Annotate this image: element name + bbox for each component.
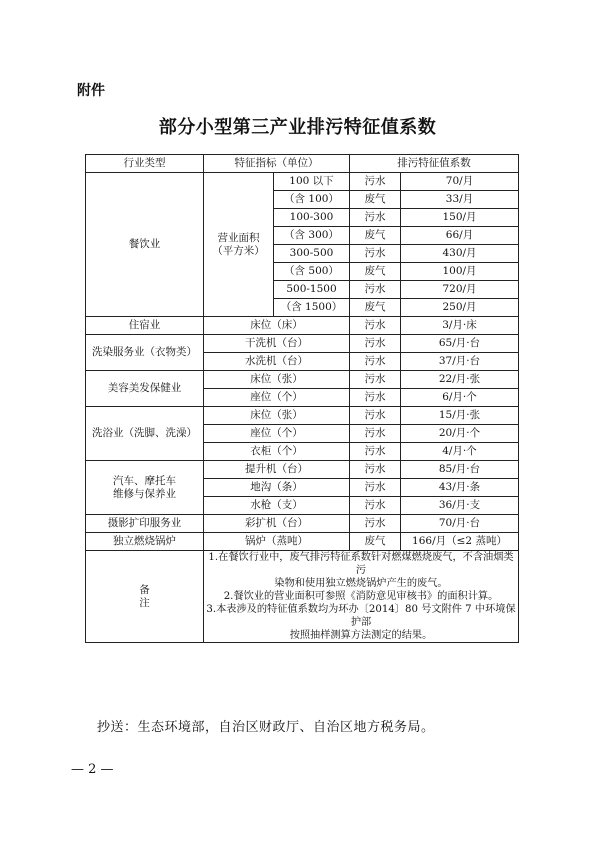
coefficient-value: 43/月·条 xyxy=(401,479,519,497)
indicator-cell: 床位（床） xyxy=(204,317,350,335)
range-line2: （含 500） xyxy=(274,263,350,281)
pollutant-type: 污水 xyxy=(350,245,401,263)
pollutant-type: 污水 xyxy=(350,461,401,479)
range-line2: （含 300） xyxy=(274,227,350,245)
coefficient-value: 20/月·个 xyxy=(401,425,519,443)
cc-line: 抄送：生态环境部，自治区财政厅、自治区地方税务局。 xyxy=(97,720,435,735)
coefficient-value: 70/月 xyxy=(401,173,519,191)
coefficient-value: 33/月 xyxy=(401,191,519,209)
industry-photo: 摄影扩印服务业 xyxy=(86,515,204,533)
pollutant-type: 废气 xyxy=(350,191,401,209)
header-industry: 行业类型 xyxy=(86,155,204,173)
note-line: 按照抽样测算方法测定的结果。 xyxy=(289,630,433,641)
pollutant-type: 污水 xyxy=(350,425,401,443)
pollutant-type: 污水 xyxy=(350,281,401,299)
coefficient-value: 22/月·张 xyxy=(401,371,519,389)
indicator-cell: 座位（个） xyxy=(204,389,350,407)
coefficient-value: 166/月（≤2 蒸吨） xyxy=(401,533,519,551)
indicator-cell: 干洗机（台） xyxy=(204,335,350,353)
table-row xyxy=(86,317,519,335)
page-number: — 2 — xyxy=(71,762,114,777)
notes-label xyxy=(86,551,204,643)
pollutant-type: 污水 xyxy=(350,497,401,515)
range-line1: 100 以下 xyxy=(274,173,350,191)
indicator-cell: 衣柜（个） xyxy=(204,443,350,461)
pollutant-type: 污水 xyxy=(350,443,401,461)
indicator-cell: 床位（张） xyxy=(204,407,350,425)
industry-beauty: 美容美发保健业 xyxy=(86,371,204,407)
range-line1: 100-300 xyxy=(274,209,350,227)
coefficient-value: 720/月 xyxy=(401,281,519,299)
industry-bath: 洗浴业（洗脚、洗澡） xyxy=(86,407,204,461)
indicator-cell: 水枪（支） xyxy=(204,497,350,515)
pollutant-type: 污水 xyxy=(350,173,401,191)
industry-catering: 餐饮业 xyxy=(86,173,204,317)
industry-auto-line1: 汽车、摩托车 xyxy=(113,474,176,487)
indicator-area xyxy=(204,173,274,317)
indicator-area-line2: （平方米） xyxy=(212,244,265,257)
coefficient-value: 430/月 xyxy=(401,245,519,263)
industry-auto-line2: 维修与保养业 xyxy=(113,487,176,500)
header-coefficient: 排污特征值系数 xyxy=(350,155,519,173)
pollutant-type: 污水 xyxy=(350,335,401,353)
notes-label-line2: 注 xyxy=(139,596,150,609)
attachment-label: 附件 xyxy=(77,83,105,99)
coefficient-value: 100/月 xyxy=(401,263,519,281)
coefficient-value: 70/月·台 xyxy=(401,515,519,533)
coefficient-value: 4/月·个 xyxy=(401,443,519,461)
coefficient-value: 15/月·张 xyxy=(401,407,519,425)
coefficient-value: 36/月·支 xyxy=(401,497,519,515)
range-line2: （含 1500） xyxy=(274,299,350,317)
table-row xyxy=(86,407,519,425)
indicator-cell: 座位（个） xyxy=(204,425,350,443)
table-row xyxy=(86,173,519,191)
coefficient-value: 3/月·床 xyxy=(401,317,519,335)
indicator-area-line1: 营业面积 xyxy=(217,231,260,244)
indicator-cell: 锅炉（蒸吨） xyxy=(204,533,350,551)
coefficient-value: 150/月 xyxy=(401,209,519,227)
table-row xyxy=(86,533,519,551)
table-row xyxy=(86,371,519,389)
notes-row xyxy=(86,551,519,643)
pollutant-type: 污水 xyxy=(350,371,401,389)
industry-laundry: 洗染服务业（衣物类） xyxy=(86,335,204,371)
document-title: 部分小型第三产业排污特征值系数 xyxy=(158,117,437,138)
range-line1: 500-1500 xyxy=(274,281,350,299)
pollutant-type: 废气 xyxy=(350,533,401,551)
table-header-row xyxy=(86,155,519,173)
pollutant-type: 废气 xyxy=(350,299,401,317)
pollutant-type: 污水 xyxy=(350,479,401,497)
notes-label-line1: 备 xyxy=(139,583,150,596)
pollutant-type: 污水 xyxy=(350,515,401,533)
coefficient-value: 66/月 xyxy=(401,227,519,245)
pollutant-type: 废气 xyxy=(350,263,401,281)
indicator-cell: 床位（张） xyxy=(204,371,350,389)
pollutant-type: 废气 xyxy=(350,227,401,245)
pollutant-type: 污水 xyxy=(350,209,401,227)
table-row xyxy=(86,461,519,479)
industry-auto xyxy=(86,461,204,515)
header-indicator: 特征指标（单位） xyxy=(204,155,350,173)
indicator-cell: 提升机（台） xyxy=(204,461,350,479)
range-line2: （含 100） xyxy=(274,191,350,209)
coefficient-value: 85/月·台 xyxy=(401,461,519,479)
coefficient-value: 6/月·个 xyxy=(401,389,519,407)
indicator-cell: 水洗机（台） xyxy=(204,353,350,371)
note-line: 1.在餐饮行业中，废气排污特征系数针对燃煤燃烧废气，不含油烟类污 xyxy=(208,552,514,576)
coefficient-value: 250/月 xyxy=(401,299,519,317)
pollutant-type: 污水 xyxy=(350,389,401,407)
industry-hotel: 住宿业 xyxy=(86,317,204,335)
coefficient-table xyxy=(85,154,519,643)
pollutant-type: 污水 xyxy=(350,407,401,425)
note-line: 染物和使用独立燃烧锅炉产生的废气。 xyxy=(274,578,448,589)
indicator-cell: 彩扩机（台） xyxy=(204,515,350,533)
coefficient-value: 65/月·台 xyxy=(401,335,519,353)
coefficient-value: 37/月·台 xyxy=(401,353,519,371)
note-line: 3.本表涉及的特征值系数均为环办〔2014〕80 号文附件 7 中环境保护部 xyxy=(206,604,516,628)
industry-boiler: 独立燃烧锅炉 xyxy=(86,533,204,551)
indicator-cell: 地沟（条） xyxy=(204,479,350,497)
note-line: 2.餐饮业的营业面积可参照《消防意见审核书》的面积计算。 xyxy=(223,591,499,602)
notes-content xyxy=(204,551,519,643)
pollutant-type: 污水 xyxy=(350,317,401,335)
range-line1: 300-500 xyxy=(274,245,350,263)
pollutant-type: 污水 xyxy=(350,353,401,371)
table-row xyxy=(86,515,519,533)
table-row xyxy=(86,335,519,353)
